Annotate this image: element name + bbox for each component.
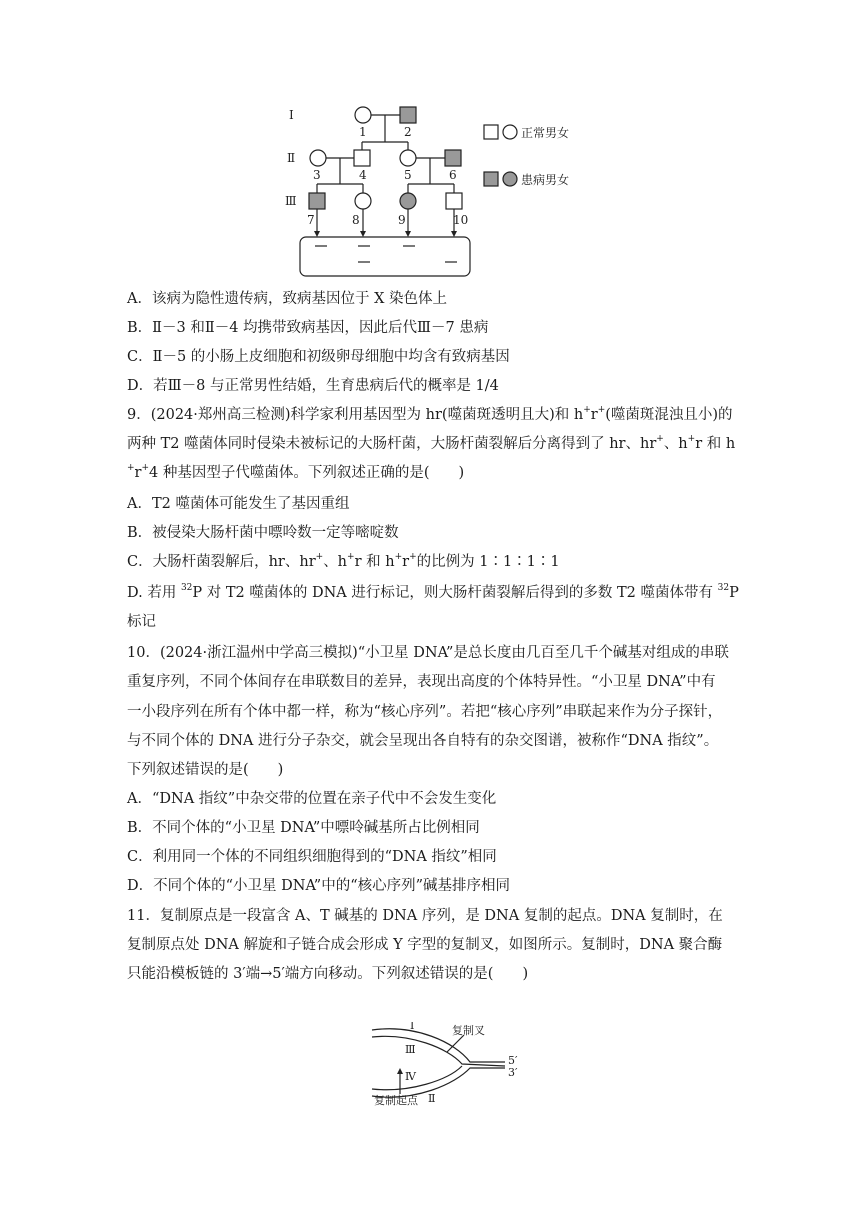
q9-stem-line2: 两种 T2 噬菌体同时侵染未被标记的大肠杆菌，大肠杆菌裂解后分离得到了 hr、hr+、h+r 和 h [127, 434, 736, 452]
strand-label-2: Ⅱ [428, 1092, 436, 1105]
q9-option-b: B．被侵染大肠杆菌中嘌呤数一定等嘧啶数 [127, 525, 399, 541]
q9-option-d-cont: 标记 [127, 614, 156, 630]
q10-stem-line2: 重复序列，不同个体间存在串联数目的差异，表现出高度的个体特异性。“小卫星 DNA”中有 [127, 674, 716, 690]
q10-stem-line5: 下列叙述错误的是( ) [127, 762, 284, 778]
generation-label: Ⅱ [287, 151, 296, 165]
q10-option-c: C．利用同一个体的不同组织细胞得到的“DNA 指纹”相同 [127, 849, 497, 865]
individual-number: 3 [313, 168, 321, 182]
q9-option-d: D. 若用 $^{32}$P 对 T2 噬菌体的 DNA 进行标记，则大肠杆菌裂解后得到的多数 T2 噬菌体带有 $^{32}$P [127, 583, 739, 601]
individual-number: 9 [398, 213, 406, 227]
q10-option-b: B．不同个体的“小卫星 DNA”中嘌呤碱基所占比例相同 [127, 820, 480, 836]
individual-number: 1 [359, 125, 367, 139]
q10-option-d: D．不同个体的“小卫星 DNA”中的“核心序列”碱基排序相同 [127, 878, 511, 894]
q9-stem-line3: +r+4 种基因型子代噬菌体。下列叙述正确的是( ) [127, 463, 465, 481]
legend-affected: 患病男女 [521, 173, 570, 187]
q9-option-c: C．大肠杆菌裂解后，hr、hr+、h+r 和 h+r+的比例为 1∶1∶1∶1 [127, 552, 560, 570]
q8-option-a: A．该病为隐性遗传病，致病基因位于 X 染色体上 [127, 291, 448, 307]
q10-stem-line4: 与不同个体的 DNA 进行分子杂交，就会呈现出各自特有的杂交图谱，被称作“DNA 指纹”。 [127, 733, 719, 749]
q8-option-b: B．Ⅱ－3 和Ⅱ－4 均携带致病基因，因此后代Ⅲ－7 患病 [127, 320, 489, 336]
three-prime-label: 3′ [508, 1066, 518, 1079]
individual-number: 8 [352, 213, 360, 227]
replication-fork-diagram [360, 1022, 540, 1108]
q11-stem-line2: 复制原点处 DNA 解旋和子链合成会形成 Y 字型的复制叉，如图所示。复制时，DNA 聚合酶 [127, 937, 723, 953]
q11-stem-line3: 只能沿模板链的 3′端→5′端方向移动。下列叙述错误的是( ) [127, 966, 529, 982]
individual-number: 4 [359, 168, 367, 182]
individual-number: 10 [453, 213, 469, 227]
individual-number: 6 [449, 168, 457, 182]
generation-label: Ⅲ [285, 194, 297, 208]
fork-label: 复制叉 [452, 1024, 485, 1037]
q11-stem-line1: 11．复制原点是一段富含 A、T 碱基的 DNA 序列，是 DNA 复制的起点。DNA 复制时，在 [127, 908, 723, 924]
strand-label-3: Ⅲ [405, 1043, 416, 1056]
origin-label: 复制起点 [374, 1094, 418, 1107]
individual-number: 2 [404, 125, 412, 139]
strand-label-1: Ⅰ [410, 1022, 415, 1032]
q9-stem-line1: 9．(2024·郑州高三检测)科学家利用基因型为 hr(噬菌斑透明且大)和 h+r+(噬菌斑混浊且小)的 [127, 405, 733, 423]
generation-label: Ⅰ [289, 108, 294, 122]
strand-label-4: Ⅳ [405, 1070, 416, 1083]
q8-option-d: D．若Ⅲ－8 与正常男性结婚，生育患病后代的概率是 1/4 [127, 378, 499, 394]
q9-option-a: A．T2 噬菌体可能发生了基因重组 [127, 496, 350, 512]
q10-stem-line3: 一小段序列在所有个体中都一样，称为“核心序列”。若把“核心序列”串联起来作为分子探针， [127, 704, 723, 720]
individual-number: 5 [404, 168, 412, 182]
individual-number: 7 [307, 213, 315, 227]
q10-stem-line1: 10．(2024·浙江温州中学高三模拟)“小卫星 DNA”是总长度由几百至几千个碱基对组成的串联 [127, 645, 729, 661]
q10-option-a: A．“DNA 指纹”中杂交带的位置在亲子代中不会发生变化 [127, 791, 497, 807]
pedigree-chart [270, 92, 630, 284]
legend-normal: 正常男女 [521, 126, 570, 140]
q8-option-c: C．Ⅱ－5 的小肠上皮细胞和初级卵母细胞中均含有致病基因 [127, 349, 510, 365]
five-prime-label: 5′ [508, 1054, 518, 1067]
